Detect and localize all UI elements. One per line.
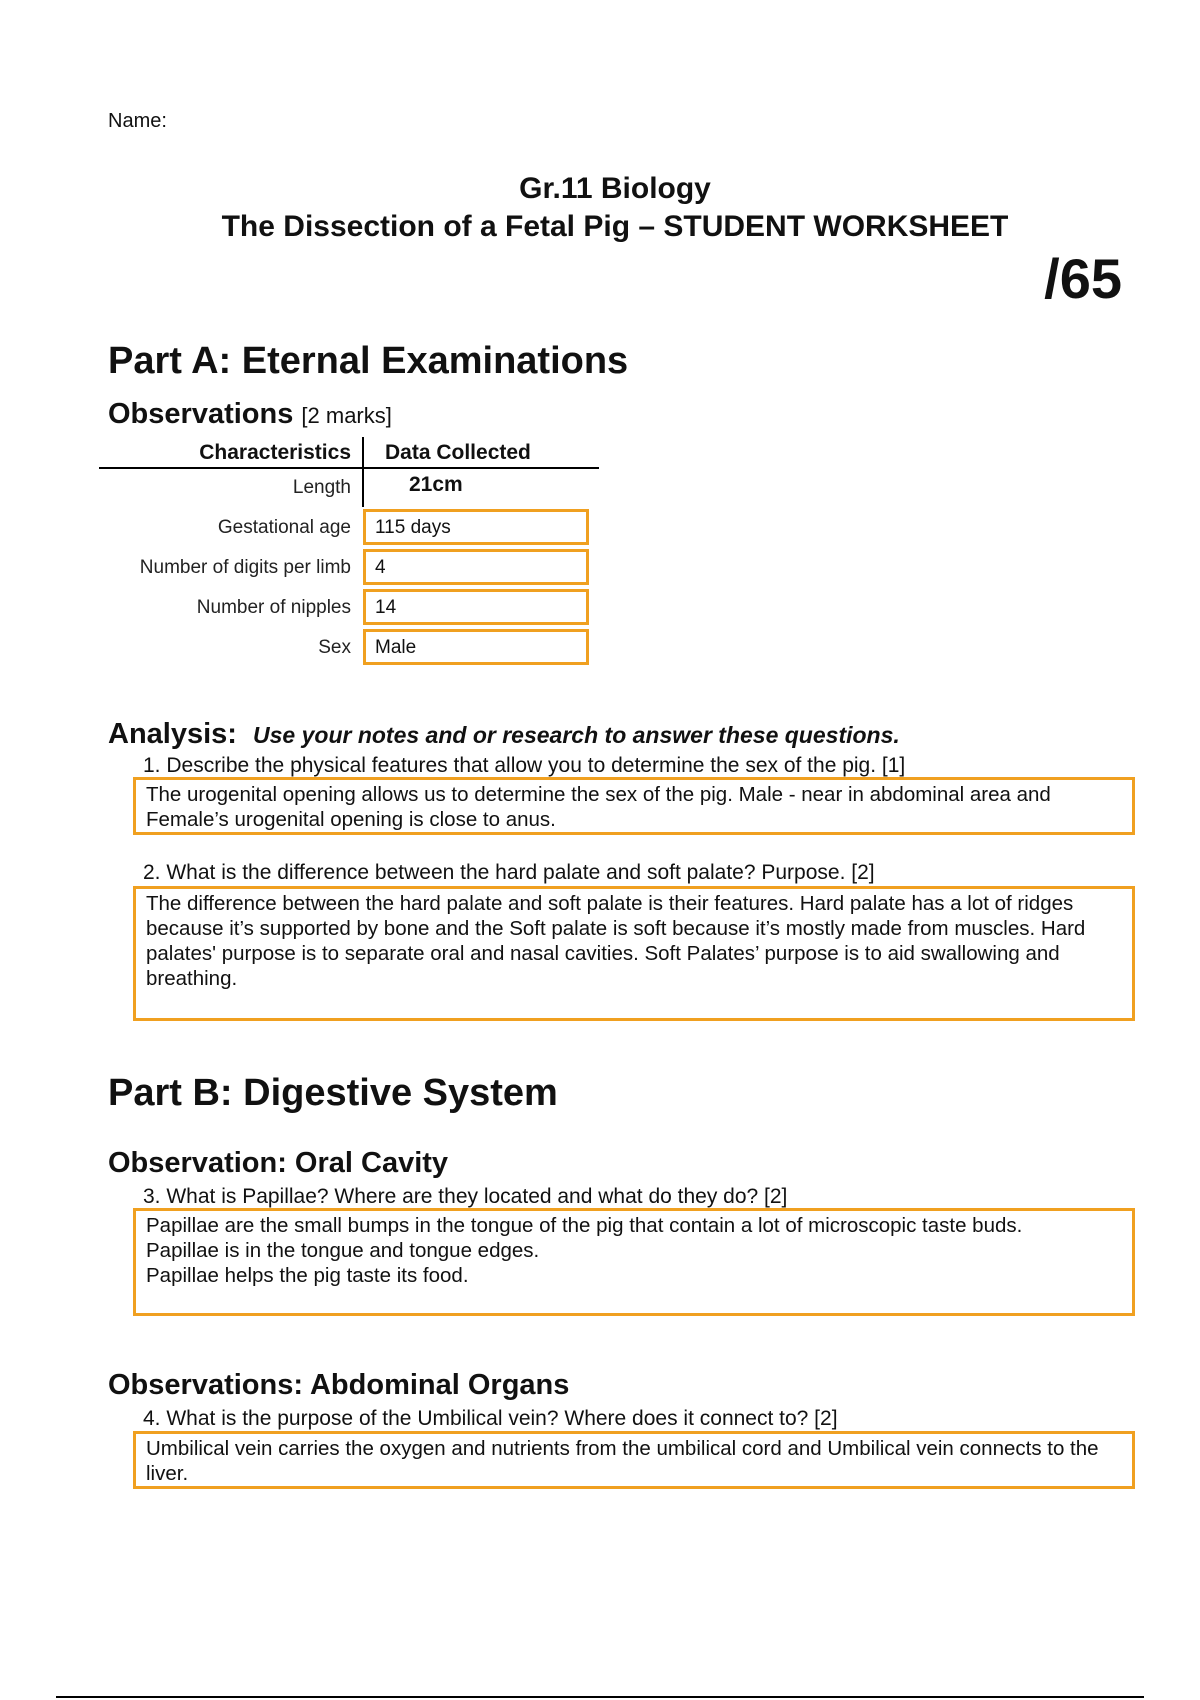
- question-4: 4. What is the purpose of the Umbilical vein? Where does it connect to? [2]: [143, 1407, 838, 1430]
- answer-3-line: Papillae helps the pig taste its food.: [146, 1264, 469, 1287]
- analysis-heading: [108, 718, 900, 751]
- table-row: [99, 469, 599, 509]
- table-row: [99, 629, 599, 669]
- analysis-title: Analysis:: [108, 718, 237, 750]
- table-header: [99, 437, 599, 469]
- column-data-collected: Data Collected: [385, 441, 531, 464]
- answer-3-line: Papillae is in the tongue and tongue edges.: [146, 1239, 540, 1262]
- answer-2-field[interactable]: The difference between the hard palate and soft palate is their features. Hard palate has a lot of ridges because it’s supported by bone and the Soft palate is soft because it’s mostly made from muscles. Hard palates' purpose is to separate oral and nasal cavities. Soft Palates’ purpose is to aid swallowing and breathing.: [133, 886, 1135, 1021]
- answer-4-field[interactable]: Umbilical vein carries the oxygen and nutrients from the umbilical cord and Umbilical vein connects to the liver.: [133, 1431, 1135, 1489]
- nipples-field[interactable]: 14: [363, 589, 589, 625]
- answer-1-field[interactable]: The urogenital opening allows us to determine the sex of the pig. Male - near in abdominal area and Female’s urogenital opening is close to anus.: [133, 777, 1135, 835]
- column-characteristics: Characteristics: [199, 441, 351, 464]
- name-label: Name:: [108, 110, 167, 132]
- question-2: 2. What is the difference between the hard palate and soft palate? Purpose. [2]: [143, 861, 875, 884]
- length-value[interactable]: 21cm: [409, 473, 463, 496]
- observations-marks: [2 marks]: [301, 403, 392, 428]
- course-title: Gr.11 Biology: [519, 172, 711, 205]
- digits-per-limb-field[interactable]: 4: [363, 549, 589, 585]
- part-b-heading: Part B: Digestive System: [108, 1072, 558, 1114]
- row-label: Number of digits per limb: [139, 557, 351, 578]
- row-label: Number of nipples: [196, 597, 351, 618]
- oral-cavity-heading: Observation: Oral Cavity: [108, 1147, 449, 1179]
- observations-title: Observations: [108, 398, 294, 430]
- total-score: /65: [1044, 247, 1122, 310]
- worksheet-title: The Dissection of a Fetal Pig – STUDENT WORKSHEET: [221, 210, 1009, 243]
- question-3: 3. What is Papillae? Where are they located and what do they do? [2]: [143, 1185, 788, 1208]
- answer-3-field[interactable]: [133, 1208, 1135, 1316]
- row-label: Sex: [318, 637, 351, 658]
- table-row: [99, 509, 599, 549]
- table-row: [99, 549, 599, 589]
- sex-field[interactable]: Male: [363, 629, 589, 665]
- row-label: Length: [292, 477, 351, 498]
- answer-3-line: Papillae are the small bumps in the tongue of the pig that contain a lot of microscopic taste buds.: [146, 1214, 1023, 1237]
- gestational-age-field[interactable]: 115 days: [363, 509, 589, 545]
- observations-table: [99, 437, 599, 669]
- observations-heading: [108, 398, 392, 431]
- row-label: Gestational age: [217, 517, 351, 538]
- table-row: [99, 589, 599, 629]
- part-a-heading: Part A: Eternal Examinations: [108, 340, 629, 382]
- bottom-rule: [56, 1696, 1144, 1698]
- question-1: 1. Describe the physical features that allow you to determine the sex of the pig. [1]: [143, 754, 906, 777]
- abdominal-organs-heading: Observations: Abdominal Organs: [108, 1369, 570, 1401]
- analysis-note: Use your notes and or research to answer these questions.: [253, 722, 900, 748]
